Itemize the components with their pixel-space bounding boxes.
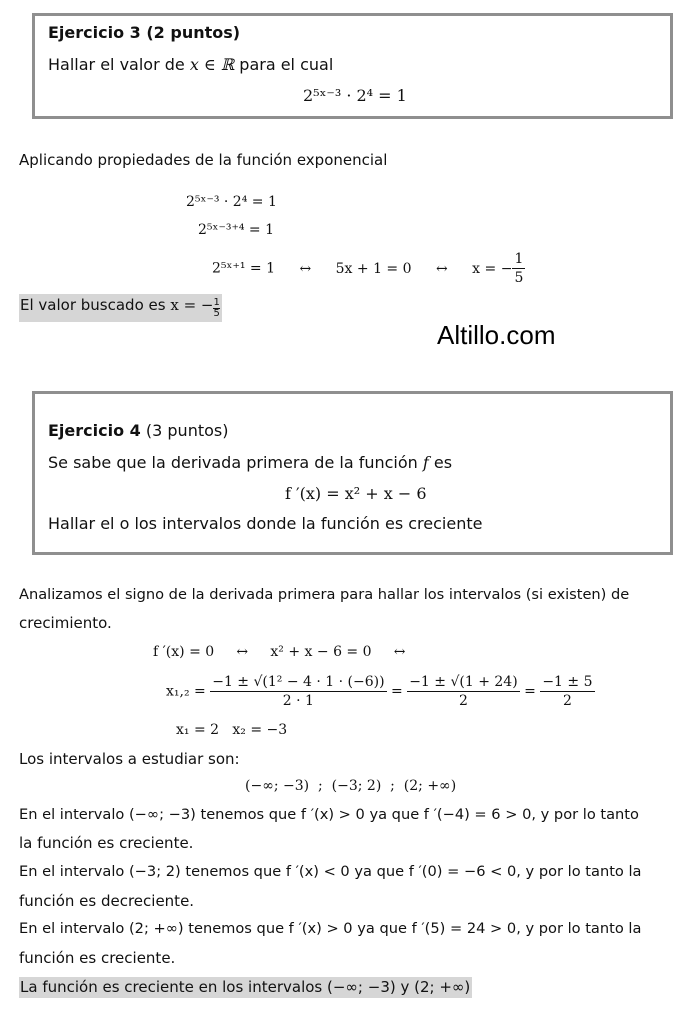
solution-3-step2: 2⁵ˣ⁻³⁺⁴ = 1 xyxy=(198,222,274,238)
step3-fraction xyxy=(512,250,525,287)
solution-4-intervals: (−∞; −3) ; (−3; 2) ; (2; +∞) xyxy=(245,778,457,794)
title-rest: (3 puntos) xyxy=(145,421,229,440)
exercise-3-equation: 2⁵ˣ⁻³ · 2⁴ = 1 xyxy=(303,86,407,105)
exercise-3-statement xyxy=(48,55,333,74)
result-numerator: 1 xyxy=(213,297,220,308)
result-denominator: 5 xyxy=(213,308,220,319)
fraction-denominator: 5 xyxy=(514,270,524,286)
line1-math: f xyxy=(422,453,429,472)
solution-4-roots-formula xyxy=(166,673,595,710)
title-bold: Ejercicio 4 xyxy=(48,421,141,440)
fraction-3-denominator: 2 xyxy=(562,693,572,709)
solution-4-p3a: En el intervalo (2; +∞) tenemos que f ′(x) > 0 ya que f ′(5) = 24 > 0, y por lo tanto la xyxy=(19,920,642,937)
watermark: Altillo.com xyxy=(437,320,556,350)
solution-4-eq1: f ′(x) = 0 ↔ x² + x − 6 = 0 ↔ xyxy=(153,644,406,660)
line1-end: es xyxy=(433,453,453,472)
equals-1: = xyxy=(391,683,403,700)
step3-a: 2⁵ˣ⁺¹ = 1 xyxy=(212,260,275,277)
exercise-4-title xyxy=(48,421,228,440)
x12-label: x₁,₂ = xyxy=(166,683,206,700)
equals-2: = xyxy=(524,683,536,700)
fraction-3 xyxy=(540,673,594,710)
solution-4-intro2: crecimiento. xyxy=(19,614,112,632)
solution-4-intro1: Analizamos el signo de la derivada primera para hallar los intervalos (si existen) de xyxy=(19,586,630,603)
solution-4-intervals-label: Los intervalos a estudiar son: xyxy=(19,750,240,768)
solution-4-p2a: En el intervalo (−3; 2) tenemos que f ′(x) < 0 ya que f ′(0) = −6 < 0, y por lo tanto la xyxy=(19,863,642,880)
solution-4-conclusion: La función es creciente en los intervalos (−∞; −3) y (2; +∞) xyxy=(20,978,471,996)
solution-3-step3 xyxy=(212,250,525,287)
step3-d: ↔ xyxy=(435,260,448,277)
step3-c: 5x + 1 = 0 xyxy=(335,260,412,277)
solution-3-intro: Aplicando propiedades de la función exponencial xyxy=(19,151,388,169)
solution-4-p3b: función es creciente. xyxy=(19,949,176,967)
exercise-4-line1 xyxy=(48,453,452,472)
fraction-2-numerator: −1 ± √(1 + 24) xyxy=(409,674,518,690)
fraction-3-numerator: −1 ± 5 xyxy=(542,674,593,690)
statement-text: Hallar el valor de xyxy=(48,55,185,74)
exercise-4-line2: Hallar el o los intervalos donde la función es creciente xyxy=(48,514,483,533)
solution-4-p1a: En el intervalo (−∞; −3) tenemos que f ′(x) > 0 ya que f ′(−4) = 6 > 0, y por lo tanto xyxy=(19,806,639,823)
step3-e: x = − xyxy=(472,260,513,277)
statement-math: x ∈ ℝ xyxy=(189,55,235,74)
fraction-1-numerator: −1 ± √(1² − 4 · 1 · (−6)) xyxy=(212,674,385,690)
solution-4-roots: x₁ = 2 x₂ = −3 xyxy=(176,722,288,738)
step3-b: ↔ xyxy=(299,260,312,277)
fraction-2-denominator: 2 xyxy=(458,693,468,709)
statement-end: para el cual xyxy=(239,55,334,74)
solution-3-result xyxy=(19,294,222,322)
fraction-1 xyxy=(210,673,386,710)
exercise-4-equation: f ′(x) = x² + x − 6 xyxy=(285,484,427,503)
solution-3-step1: 2⁵ˣ⁻³ · 2⁴ = 1 xyxy=(186,194,277,210)
exercise-3-box xyxy=(32,13,673,119)
solution-4-p1b: la función es creciente. xyxy=(19,834,194,852)
fraction-2 xyxy=(407,673,519,710)
exercise-4-box xyxy=(32,391,673,555)
solution-4-p2b: función es decreciente. xyxy=(19,892,195,910)
fraction-numerator: 1 xyxy=(514,251,524,267)
result-fraction xyxy=(213,298,219,319)
fraction-1-denominator: 2 · 1 xyxy=(282,693,314,709)
line1-text: Se sabe que la derivada primera de la función xyxy=(48,453,418,472)
exercise-3-title: Ejercicio 3 (2 puntos) xyxy=(48,23,241,42)
result-math: x = − xyxy=(170,296,214,314)
result-text: El valor buscado es xyxy=(20,296,166,314)
